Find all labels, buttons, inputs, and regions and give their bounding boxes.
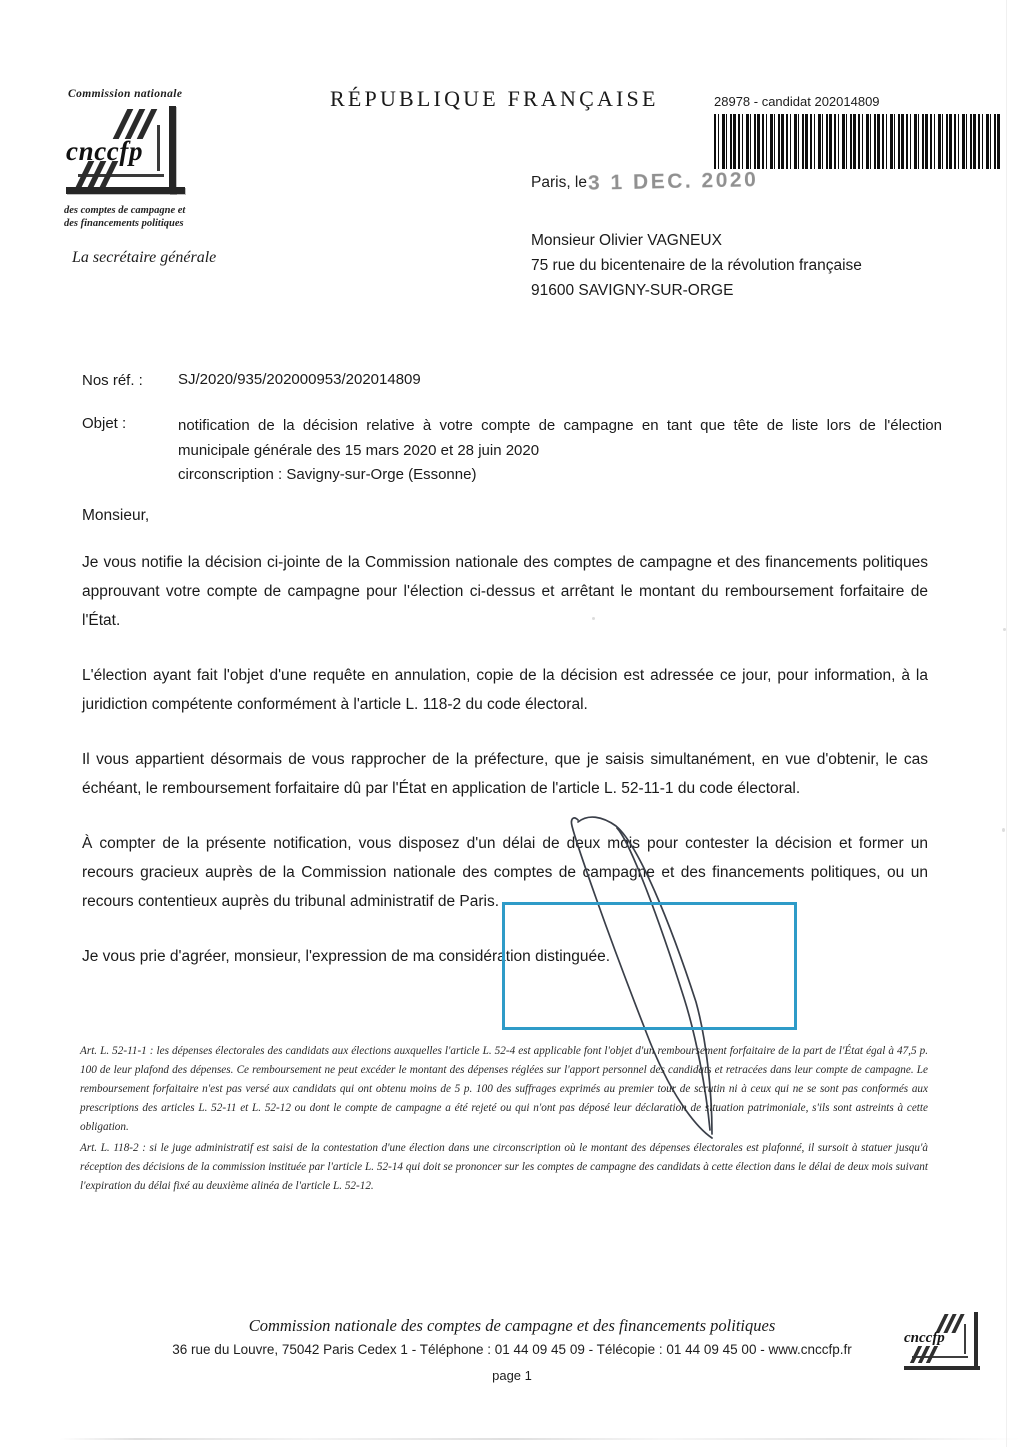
body-paragraph-4: À compter de la présente notification, vous disposez d'un délai de deux mois pour contester la décision et former un recours gracieux auprès de la Commission nationale des comptes de campagne et des financements politiques, ou un recours contentieux auprès du tribunal administratif de Paris. bbox=[82, 835, 928, 910]
scan-bottom-artifact bbox=[60, 1438, 1020, 1440]
page-number: page 1 bbox=[492, 1368, 532, 1383]
salutation: Monsieur, bbox=[82, 507, 150, 524]
reference-row bbox=[82, 371, 942, 389]
republic-title: RÉPUBLIQUE FRANÇAISE bbox=[330, 86, 659, 111]
footer-contact: 36 rue du Louvre, 75042 Paris Cedex 1 - Téléphone : 01 44 09 45 09 - Télécopie : 01 44 09 45 00 - www.cnccfp.fr bbox=[172, 1342, 852, 1357]
logo-subtitle-line-2: des financements politiques bbox=[64, 218, 184, 229]
logo-subtitle bbox=[64, 204, 262, 230]
cnccfp-letterhead-logo bbox=[62, 88, 262, 267]
recipient-address-block bbox=[531, 228, 862, 303]
logo-frame-vertical bbox=[169, 106, 176, 194]
footer-organisation: Commission nationale des comptes de campagne et des financements politiques bbox=[248, 1316, 776, 1335]
object-line-2: circonscription : Savigny-sur-Orge (Essonne) bbox=[178, 466, 477, 483]
footer-logo-wordmark: cnccfp bbox=[904, 1330, 945, 1346]
signatory-role: La secrétaire générale bbox=[72, 249, 217, 266]
recipient-name: Monsieur Olivier VAGNEUX bbox=[531, 232, 722, 249]
object-value bbox=[178, 414, 942, 488]
footer-logo-inner-vertical bbox=[964, 1324, 966, 1354]
body-paragraph-1: Je vous notifie la décision ci-jointe de la Commission nationale des comptes de campagne et des financements politiques approuvant votre compte de campagne pour l'élection ci-dessus et arrêtant le montant du remboursement forfaitaire de l'État. bbox=[82, 554, 928, 629]
scan-speck bbox=[1003, 628, 1006, 631]
redaction-box bbox=[502, 902, 797, 1030]
logo-frame-inner-vertical bbox=[157, 125, 160, 171]
footer-logo-frame-vertical bbox=[974, 1312, 978, 1368]
reference-label: Nos réf. : bbox=[82, 372, 143, 389]
barcode-image bbox=[714, 114, 1002, 169]
footer-logo-frame-horizontal bbox=[904, 1366, 980, 1370]
place-label: Paris, le bbox=[531, 174, 587, 191]
footer-cnccfp-logo bbox=[902, 1310, 982, 1372]
logo-top-label: Commission nationale bbox=[68, 88, 183, 100]
date-stamp: 3 1 DEC. 2020 bbox=[587, 168, 759, 195]
reference-value: SJ/2020/935/202000953/202014809 bbox=[178, 371, 421, 388]
object-row bbox=[82, 414, 942, 488]
body-paragraph-3: Il vous appartient désormais de vous rapprocher de la préfecture, que je saisis simultanément, en vue d'obtenir, le cas échéant, le remboursement forfaitaire dû par l'État en application de l'article L. 52-11-1 du code électoral. bbox=[82, 751, 928, 797]
footnote-article-l52-11-1: Art. L. 52-11-1 : les dépenses électorales des candidats aux élections auxquelles l'article L. 52-4 est applicable font l'objet d'un remboursement forfaitaire de la part de l'État égal à 47,5 p. 100 de leur plafond des dépenses. Ce remboursement ne peut excéder le montant des dépenses réglées sur l'apport personnel des candidats et retracées dans leur compte de campagne. Le remboursement forfaitaire n'est pas versé aux candidats qui ont obtenu moins de 5 p. 100 des suffrages exprimés au premier tour de scrutin ni à ceux qui ne se sont pas conformés aux prescriptions des articles L. 52-11 et L. 52-12 ou dont le compte de campagne a été rejeté ou qui n'ont pas déposé leur déclaration de situation patrimoniale, s'ils sont astreints à cette obligation. bbox=[80, 1045, 928, 1133]
recipient-street: 75 rue du bicentenaire de la révolution française bbox=[531, 257, 862, 274]
footnote-article-l118-2: Art. L. 118-2 : si le juge administratif est saisi de la contestation d'une élection dans une circonscription où le montant des dépenses électorales est plafonné, il sursoit à statuer jusqu'à réception des décisions de la commission instituée par l'article L. 52-14 qui doit se prononcer sur les comptes de campagne des candidats à cette élection dans le délai de deux mois suivant l'expiration du délai fixé au deuxième alinéa de l'article L. 52-12. bbox=[80, 1142, 928, 1192]
object-line-1: notification de la décision relative à votre compte de campagne en tant que tête de liste lors de l'élection municipale générale des 15 mars 2020 et 28 juin 2020 bbox=[178, 417, 942, 459]
logo-frame-inner-horizontal bbox=[78, 174, 164, 177]
footer-divider bbox=[0, 1296, 1024, 1297]
barcode-label: 28978 - candidat 202014809 bbox=[714, 94, 880, 109]
cnccfp-logo-mark bbox=[64, 103, 184, 198]
closing-formula: Je vous prie d'agréer, monsieur, l'expression de ma considération distinguée. bbox=[82, 948, 611, 965]
scan-speck bbox=[1002, 828, 1005, 832]
logo-frame-horizontal bbox=[66, 187, 185, 194]
body-paragraph-2: L'élection ayant fait l'objet d'une requête en annulation, copie de la décision est adressée ce jour, pour information, à la juridiction compétente conformément à l'article L. 118-2 du code électoral. bbox=[82, 667, 928, 713]
object-label: Objet : bbox=[82, 415, 127, 432]
page-footer bbox=[0, 1316, 1024, 1383]
scan-edge-artifact bbox=[1006, 0, 1007, 1447]
logo-wordmark: cnccfp bbox=[66, 136, 144, 166]
recipient-city: 91600 SAVIGNY-SUR-ORGE bbox=[531, 282, 734, 299]
legal-footnotes bbox=[80, 1042, 928, 1196]
logo-subtitle-line-1: des comptes de campagne et bbox=[64, 205, 186, 216]
barcode-block bbox=[714, 94, 1004, 169]
